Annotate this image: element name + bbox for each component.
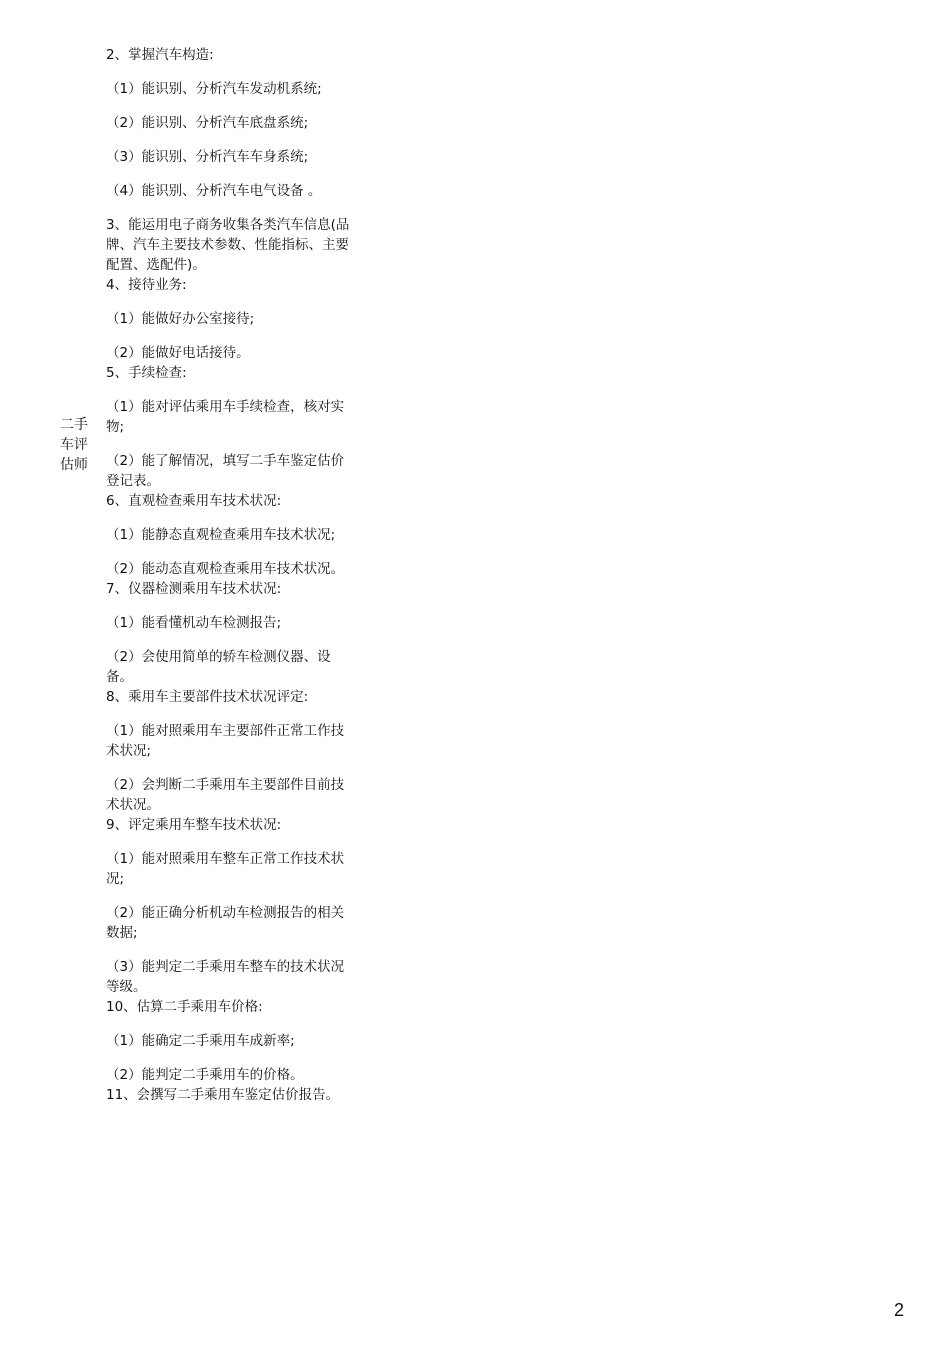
role-title: 二手车评估师: [60, 417, 88, 473]
list-item: （1）能对照乘用车主要部件正常工作技术状况;: [106, 723, 345, 759]
section-heading: 7、仪器检测乘用车技术状况:: [106, 581, 282, 597]
section-heading: 6、直观检查乘用车技术状况:: [106, 493, 282, 509]
list-item: （1）能对照乘用车整车正常工作技术状况;: [106, 851, 345, 887]
section-heading: 11、会撰写二手乘用车鉴定估价报告。: [106, 1087, 340, 1103]
list-item: （2）能做好电话接待。: [106, 345, 250, 361]
list-item: （1）能对评估乘用车手续检查，核对实物;: [106, 399, 345, 435]
list-item: （4）能识别、分析汽车电气设备 。: [106, 183, 322, 199]
section-heading: 3、能运用电子商务收集各类汽车信息(品牌、汽车主要技术参数、性能指标、主要配置、选配件)。: [106, 217, 350, 273]
list-item: （2）会判断二手乘用车主要部件目前技术状况。: [106, 777, 345, 813]
section-heading: 10、估算二手乘用车价格:: [106, 999, 263, 1015]
list-item: （1）能静态直观检查乘用车技术状况;: [106, 527, 336, 543]
list-item: （2）能动态直观检查乘用车技术状况。: [106, 561, 345, 577]
section-heading: 4、接待业务:: [106, 277, 187, 293]
section-heading: 5、手续检查:: [106, 365, 187, 381]
list-item: （1）能看懂机动车检测报告;: [106, 615, 282, 631]
section-heading: 9、评定乘用车整车技术状况:: [106, 817, 282, 833]
section-heading: 8、乘用车主要部件技术状况评定:: [106, 689, 309, 705]
list-item: （2）能了解情况，填写二手车鉴定估价登记表。: [106, 453, 345, 489]
section-heading: 2、掌握汽车构造:: [106, 47, 214, 63]
list-item: （3）能识别、分析汽车车身系统;: [106, 149, 309, 165]
list-item: （2）能正确分析机动车检测报告的相关数据;: [106, 905, 345, 941]
skill-list: [106, 45, 352, 1105]
list-item: （1）能做好办公室接待;: [106, 311, 255, 327]
list-item: （2）会使用简单的轿车检测仪器、设备。: [106, 649, 331, 685]
page-number: 2: [893, 1300, 904, 1320]
list-item: （3）能判定二手乘用车整车的技术状况等级。: [106, 959, 345, 995]
list-item: （1）能识别、分析汽车发动机系统;: [106, 81, 322, 97]
list-item: （2）能识别、分析汽车底盘系统;: [106, 115, 309, 131]
list-item: （1）能确定二手乘用车成新率;: [106, 1033, 295, 1049]
list-item: （2）能判定二手乘用车的价格。: [106, 1067, 304, 1083]
